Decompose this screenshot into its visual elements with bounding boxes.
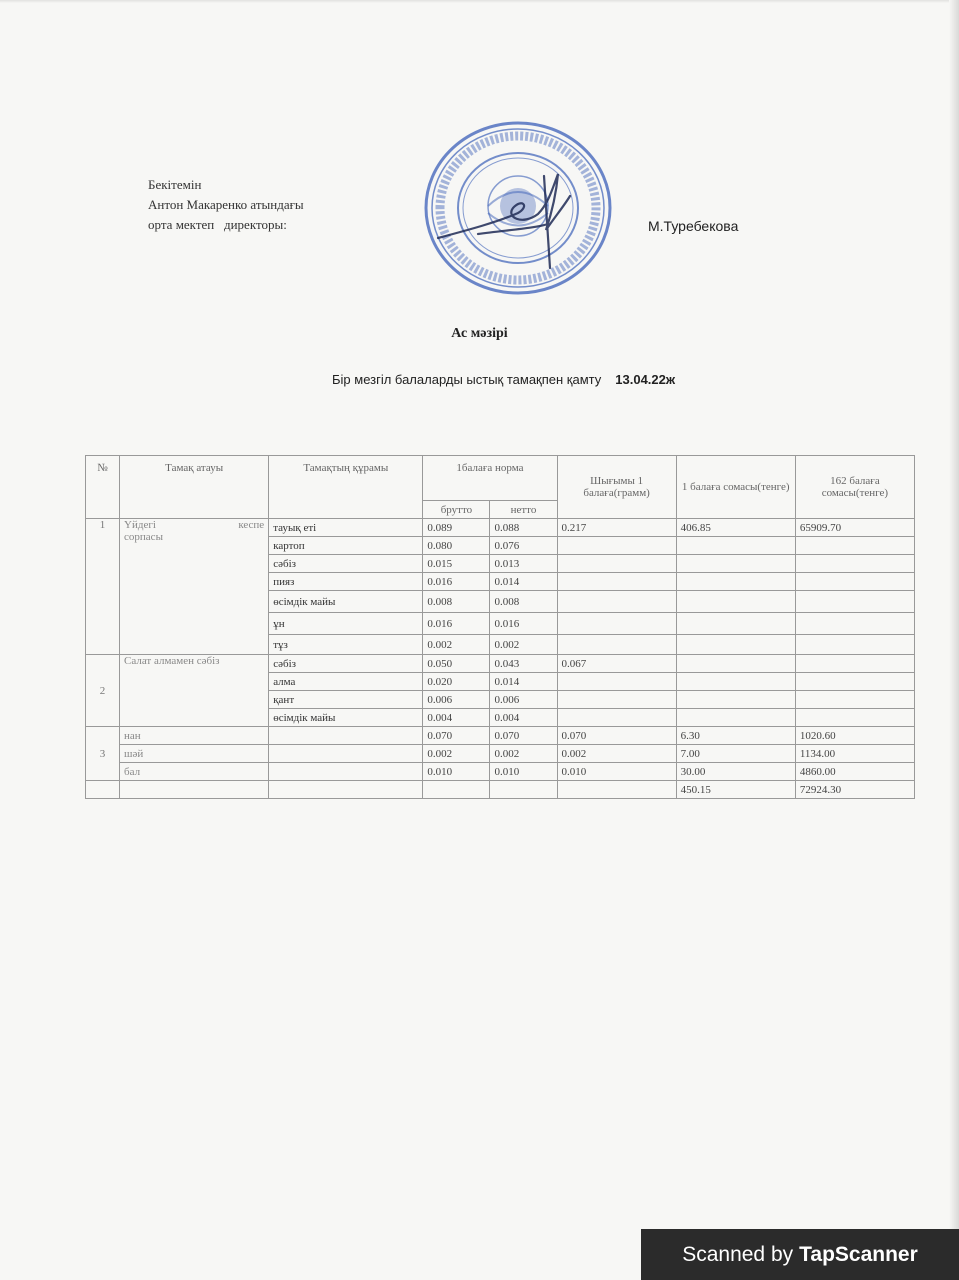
item-net: 0.002 xyxy=(490,745,557,763)
table-total-row xyxy=(86,781,915,799)
ingredient-gross: 0.004 xyxy=(423,709,490,727)
dish1-name-part-a: Үйдегі xyxy=(124,519,156,531)
item-name: нан xyxy=(120,727,269,745)
item-cost-one: 7.00 xyxy=(676,745,795,763)
ingredient-gross: 0.008 xyxy=(423,591,490,613)
total-cost-one: 450.15 xyxy=(676,781,795,799)
approval-line-1: Бекітемін xyxy=(148,177,202,192)
ingredient-name: қант xyxy=(269,691,423,709)
dish1-name-part-c: сорпасы xyxy=(124,531,163,543)
item-output: 0.002 xyxy=(557,745,676,763)
school-seal-stamp xyxy=(418,118,618,298)
table-row xyxy=(86,745,915,763)
item-cost-one: 30.00 xyxy=(676,763,795,781)
ingredient-net: 0.016 xyxy=(490,613,557,635)
table-row xyxy=(86,763,915,781)
dish1-name-part-b: кеспе xyxy=(238,519,265,531)
menu-table xyxy=(85,455,915,799)
item-cost-all: 1020.60 xyxy=(795,727,914,745)
header-no: № xyxy=(86,456,120,519)
ingredient-gross: 0.002 xyxy=(423,635,490,655)
ingredient-gross: 0.006 xyxy=(423,691,490,709)
ingredient-gross: 0.080 xyxy=(423,537,490,555)
item-name: бал xyxy=(120,763,269,781)
director-name: М.Туребекова xyxy=(648,218,739,234)
scan-edge-right xyxy=(949,0,959,1280)
table-header-row xyxy=(86,456,915,501)
header-net: нетто xyxy=(490,501,557,519)
table-row xyxy=(86,727,915,745)
document-title: Ас мәзірі xyxy=(451,326,508,341)
approval-line-3: орта мектеп директоры: xyxy=(148,217,287,232)
item-gross: 0.002 xyxy=(423,745,490,763)
approval-line-2: Антон Макаренко атындағы xyxy=(148,197,304,212)
menu-date: 13.04.22ж xyxy=(615,372,676,387)
ingredient-net: 0.004 xyxy=(490,709,557,727)
ingredient-net: 0.008 xyxy=(490,591,557,613)
header-cost-one: 1 балаға сомасы(тенге) xyxy=(676,456,795,519)
dish3-no: 3 xyxy=(86,727,120,781)
dish2-no: 2 xyxy=(86,655,120,727)
ingredient-net: 0.043 xyxy=(490,655,557,673)
dish2-name: Салат алмамен сәбіз xyxy=(120,655,269,727)
ingredient-net: 0.002 xyxy=(490,635,557,655)
ingredient-net: 0.014 xyxy=(490,673,557,691)
subtitle-text: Бір мезгіл балаларды ыстық тамақпен қамту xyxy=(332,372,602,387)
header-cost-all: 162 балаға сомасы(тенге) xyxy=(795,456,914,519)
dish1-no: 1 xyxy=(86,519,120,655)
item-cost-all: 1134.00 xyxy=(795,745,914,763)
item-cost-all: 4860.00 xyxy=(795,763,914,781)
ingredient-name: ұн xyxy=(269,613,423,635)
approval-block xyxy=(148,175,304,235)
ingredient-name: пияз xyxy=(269,573,423,591)
ingredient-net: 0.013 xyxy=(490,555,557,573)
ingredient-net: 0.006 xyxy=(490,691,557,709)
table-row xyxy=(86,655,915,673)
watermark-brand: TapScanner xyxy=(799,1242,918,1266)
header-output: Шығымы 1 балаға(грамм) xyxy=(557,456,676,519)
watermark-prefix: Scanned by xyxy=(682,1242,794,1266)
ingredient-gross: 0.016 xyxy=(423,573,490,591)
item-gross: 0.070 xyxy=(423,727,490,745)
dish1-output: 0.217 xyxy=(557,519,676,537)
item-net: 0.010 xyxy=(490,763,557,781)
item-net: 0.070 xyxy=(490,727,557,745)
ingredient-name: сәбіз xyxy=(269,655,423,673)
ingredient-gross: 0.089 xyxy=(423,519,490,537)
ingredient-name: картоп xyxy=(269,537,423,555)
header-composition: Тамақтың құрамы xyxy=(269,456,423,519)
ingredient-name: тұз xyxy=(269,635,423,655)
ingredient-name: тауық еті xyxy=(269,519,423,537)
ingredient-gross: 0.050 xyxy=(423,655,490,673)
item-name: шәй xyxy=(120,745,269,763)
scanner-watermark xyxy=(641,1229,959,1280)
header-dish: Тамақ атауы xyxy=(120,456,269,519)
ingredient-net: 0.076 xyxy=(490,537,557,555)
item-output: 0.010 xyxy=(557,763,676,781)
item-cost-one: 6.30 xyxy=(676,727,795,745)
ingredient-name: өсімдік майы xyxy=(269,709,423,727)
ingredient-gross: 0.015 xyxy=(423,555,490,573)
header-gross: брутто xyxy=(423,501,490,519)
header-norm: 1балаға норма xyxy=(423,456,557,501)
ingredient-name: алма xyxy=(269,673,423,691)
dish1-name xyxy=(120,519,269,655)
table-row xyxy=(86,519,915,537)
ingredient-net: 0.014 xyxy=(490,573,557,591)
document-subtitle xyxy=(332,372,675,387)
ingredient-gross: 0.020 xyxy=(423,673,490,691)
scan-edge-top xyxy=(0,0,959,3)
ingredient-name: сәбіз xyxy=(269,555,423,573)
item-output: 0.070 xyxy=(557,727,676,745)
dish1-cost-one: 406.85 xyxy=(676,519,795,537)
dish1-cost-all: 65909.70 xyxy=(795,519,914,537)
dish2-output: 0.067 xyxy=(557,655,676,673)
total-cost-all: 72924.30 xyxy=(795,781,914,799)
ingredient-gross: 0.016 xyxy=(423,613,490,635)
item-gross: 0.010 xyxy=(423,763,490,781)
ingredient-net: 0.088 xyxy=(490,519,557,537)
ingredient-name: өсімдік майы xyxy=(269,591,423,613)
